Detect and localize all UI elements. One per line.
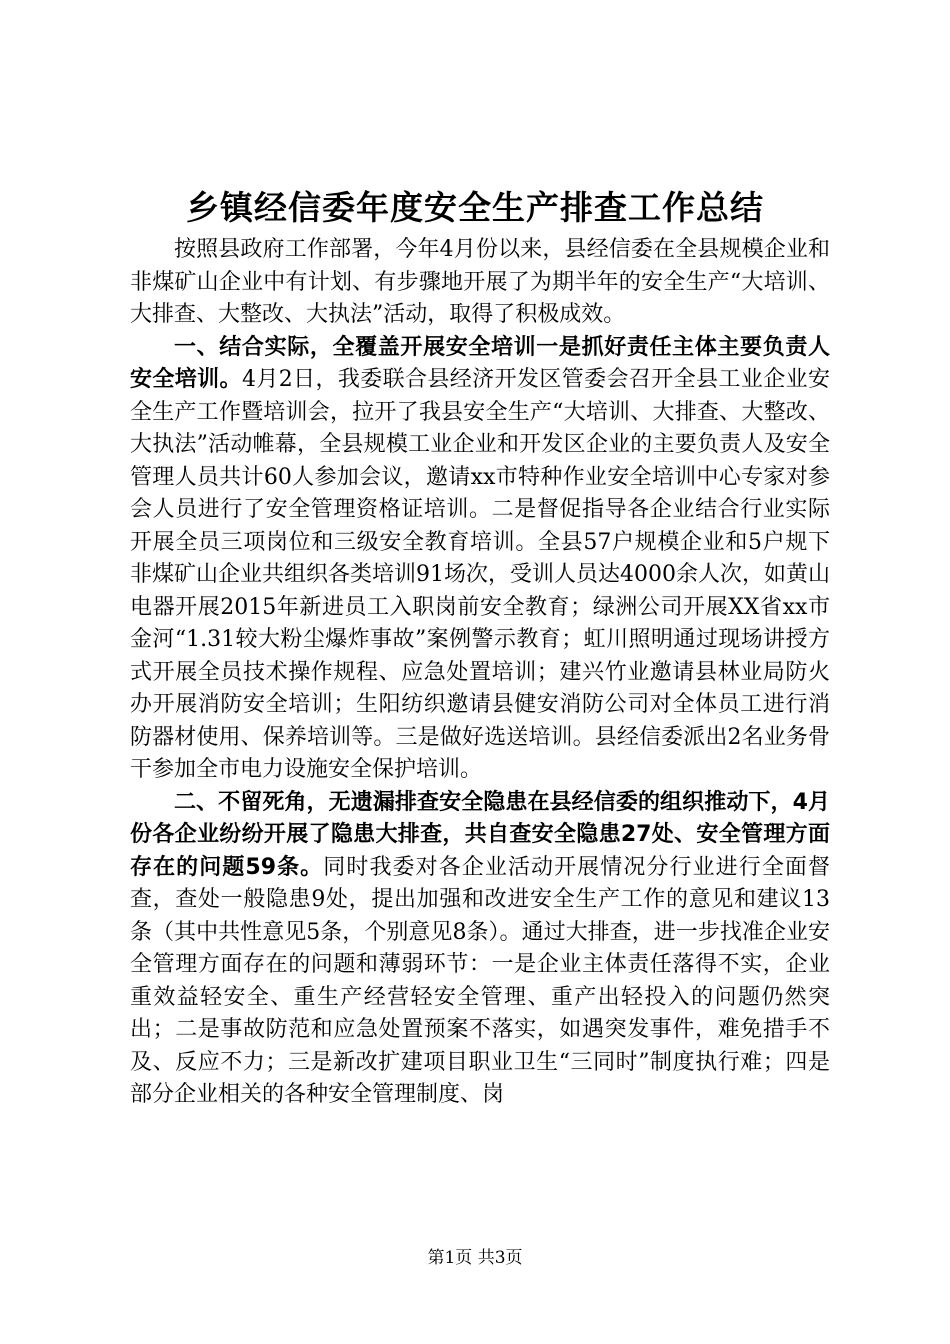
intro-paragraph: 按照县政府工作部署，今年4月份以来，县经信委在全县规模企业和非煤矿山企业中有计划、有步骤地开展了为期半年的安全生产“大培训、大排查、大整改、大执法”活动，取得了积极成效。 — [130, 237, 830, 327]
section-2-heading: 二、不留死角，无遗漏排查安全隐患在县经信委的组织推动下，4月份各企业纷纷开展了隐患大排查，共自查安全隐患27处、安全管理方面存在的问题59条。 — [130, 789, 830, 880]
section-1-paragraph — [130, 332, 830, 787]
section-2-body: 同时我委对各企业活动开展情况分行业进行全面督查，查处一般隐患9处，提出加强和改进安全生产工作的意见和建议13条（其中共性意见5条，个别意见8条）。通过大排查，进一步找准企业安全管理方面存在的问题和薄弱环节：一是企业主体责任落得不实，企业重效益轻安全、重生产经营轻安全管理、重产出轻投入的问题仍然突出；二是事故防范和应急处置预案不落实，如遇突发事件，难免措手不及、反应不力；三是新改扩建项目职业卫生“三同时”制度执行难；四是部分企业相关的各种安全管理制度、岗 — [130, 854, 830, 1107]
section-1-body: 4月2日，我委联合县经济开发区管委会召开全县工业企业安全生产工作暨培训会，拉开了我县安全生产“大培训、大排查、大整改、大执法”活动帷幕，全县规模工业企业和开发区企业的主要负责人及安全管理人员共计60人参加会议，邀请xx市特种作业安全培训中心专家对参会人员进行了安全管理资格证培训。二是督促指导各企业结合行业实际开展全员三项岗位和三级安全教育培训。全县57户规模企业和5户规下非煤矿山企业共组织各类培训91场次，受训人员达4000余人次，如黄山电器开展2015年新进员工入职岗前安全教育；绿洲公司开展XX省xx市金河“1.31较大粉尘爆炸事故”案例警示教育；虹川照明通过现场讲授方式开展全员技术操作规程、应急处置培训；建兴竹业邀请县林业局防火办开展消防安全培训；生阳纺织邀请县健安消防公司对全体员工进行消防器材使用、保养培训等。三是做好选送培训。县经信委派出2名业务骨干参加全市电力设施安全保护培训。 — [130, 367, 830, 782]
section-2-paragraph — [130, 787, 830, 1112]
page-number-footer: 第1页 共3页 — [427, 1248, 523, 1268]
section-1-heading: 一、结合实际，全覆盖开展安全培训一是抓好责任主体主要负责人安全培训。 — [130, 334, 830, 392]
document-body — [130, 234, 830, 1112]
document-title: 乡镇经信委年度安全生产排查工作总结 — [186, 188, 764, 227]
